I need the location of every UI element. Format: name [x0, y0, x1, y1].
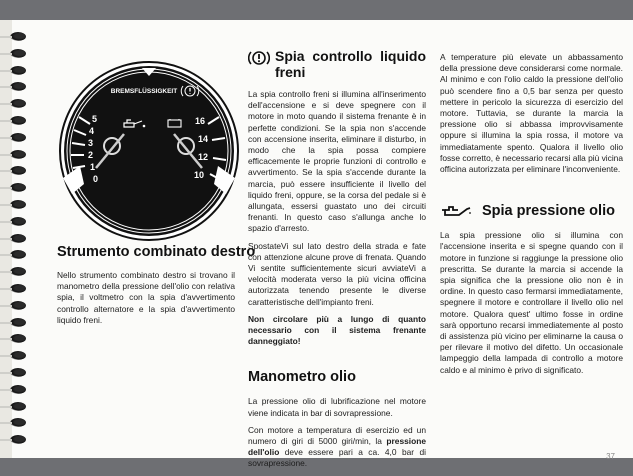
- volt-scale-label: 14: [198, 134, 209, 144]
- binding-ring: [10, 284, 26, 293]
- binding-ring: [10, 200, 26, 209]
- oil-gauge-text-2b: deve essere pari a ca. 4,0 bar di sovrapressione.: [248, 447, 426, 469]
- oil-can-icon: [440, 203, 472, 219]
- binding-ring: [10, 368, 26, 377]
- volt-scale-label: 16: [195, 116, 206, 126]
- brake-warning-text: Non circolare più a lungo di quanto necessario con il sistema frenante danneggiato!: [248, 313, 426, 347]
- right-column: [440, 52, 623, 382]
- left-column: [57, 244, 256, 332]
- oil-scale-label: 0: [93, 174, 99, 184]
- oil-scale-label: 2: [88, 150, 94, 160]
- binding-ring: [10, 150, 26, 159]
- section-title-oil-gauge: Manometro olio: [248, 369, 356, 386]
- volt-scale-label: 12: [198, 152, 209, 162]
- binding-ring: [10, 402, 26, 411]
- oil-scale-label: 1: [90, 162, 96, 172]
- brake-fluid-label: BREMSFLÜSSIGKEIT: [110, 88, 178, 95]
- binding-ring: [10, 301, 26, 310]
- binding-ring: [10, 318, 26, 327]
- oil-gauge-text-2: [248, 425, 426, 470]
- right-cluster-text: Nello strumento combinato destro si trovano il manometro della pressione dell'olio con relativa spia, il voltmetro con la spia d'avvertimento controllo alternatore e la spia d'avvertimento liquido freni.: [57, 270, 235, 325]
- section-title-brake-light: Spia controllo liquido freni: [275, 48, 426, 80]
- binding-ring: [10, 133, 26, 142]
- gauge-illustration: [58, 60, 240, 242]
- section-title-right-cluster: Strumento combinato destro: [57, 244, 256, 260]
- binding-ring: [10, 116, 26, 125]
- oil-scale-label: 4: [89, 126, 95, 136]
- binding-ring: [10, 217, 26, 226]
- oil-scale-label: 3: [88, 138, 94, 148]
- brake-light-text-2: SpostateVi sul lato destro della strada e fate con attenzione alcune prove di frenata. Quando Vi sentite sufficientemente sicuri avviateVi a velocità moderata verso la più vicina officina autorizzata tenendo presente le diverse caratteristische dell'impianto freni.: [248, 240, 426, 307]
- middle-column: [248, 48, 426, 476]
- oil-scale-label: 5: [92, 114, 98, 124]
- oil-pressure-bold: pressione dell'olio: [248, 436, 426, 458]
- brake-light-text-1: La spia controllo freni si illumina all'inserimento dell'accensione e si deve spegnere con il motore in moto quando il sistema frenante è in perfette condizioni. Se la spia non s'accende con accensione inserita, eliminare il disturbo, in modo che la spia possa compiere efficacemente le proprie funzioni di controllo e avvertimento. Se la spia s'accende durante la marcia, può essere insufficiente il livello del liquido freni, oppure, se la corsa del pedale si è allungata, essersi guastato uno dei circuiti frenanti. In questo caso s'allunga anche lo spazio d'arresto.: [248, 89, 426, 234]
- oil-pressure-text: A temperature più elevate un abbassamento della pressione deve considerarsi come normale. Al minimo e con l'olio caldo la pressione dell'olio può scendere fino a 0,5 bar senza per questo mettere in pericolo la sicurezza di esercizio del motore. Tuttavia, se durante la marcia la pressione olio si abbassa improvvisamente oppure si illumina la spia rossa, il motore va immediatamente spento. Qualora il livello olio fosse corretto, è necessario recarsi alla più vicina officina autorizzata per eliminare l'inconveniente.: [440, 52, 623, 175]
- binding-ring: [10, 49, 26, 58]
- brake-warning-icon: [248, 49, 270, 67]
- binding-ring: [10, 32, 26, 41]
- oil-light-text: La spia pressione olio si illumina con l'accensione inserita e si spegne quando con il motore in funzione si raggiunge la pressione olio prescritta. Se durante la marcia si accende la spia significa che la pressione olio non è in ordine. In questo caso fermarsi immediatamente, spegnere il motore e controllare il livello olio nel motore. Qualora quest' ultimo fosse in ordine sarà opportuno recarsi immediatemente al posto di assistenza più vicino per eliminarne la causa o per rilevare il motivo del difetto. Un occasionale lampeggio della lampada di controllo a motore caldo e al minimo è privo di significato.: [440, 230, 623, 375]
- volt-scale-label: 10: [194, 170, 205, 180]
- page-number: 37: [606, 452, 615, 461]
- binding-ring: [10, 385, 26, 394]
- section-title-oil-light: Spia pressione olio: [482, 203, 615, 220]
- binding-ring: [10, 234, 26, 243]
- oil-gauge-text-2a: Con motore a temperatura di esercizio ed un numero di giri di 5000 giri/min, la: [248, 424, 426, 447]
- binding-ring: [10, 66, 26, 75]
- oil-gauge-text-1: La pressione olio di lubrificazione nel motore viene indicata in bar di sovrapressione.: [248, 396, 426, 418]
